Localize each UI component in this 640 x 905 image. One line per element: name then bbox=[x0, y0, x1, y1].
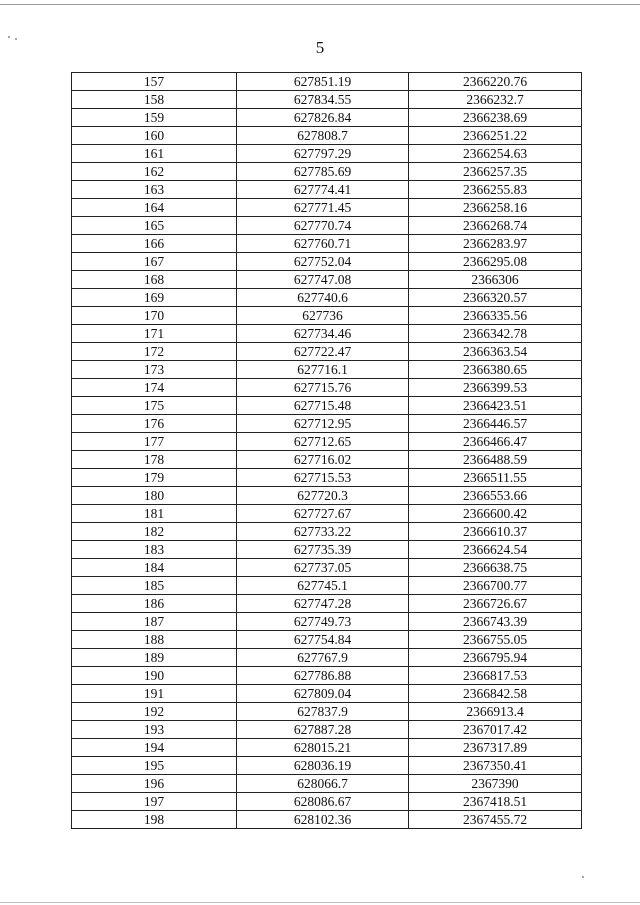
point-number-cell: 177 bbox=[72, 433, 237, 451]
y-coordinate-cell: 2366446.57 bbox=[409, 415, 582, 433]
point-number-cell: 180 bbox=[72, 487, 237, 505]
table-row bbox=[72, 451, 582, 469]
y-coordinate-cell: 2366238.69 bbox=[409, 109, 582, 127]
x-coordinate-cell: 627797.29 bbox=[237, 145, 409, 163]
y-coordinate-cell: 2366306 bbox=[409, 271, 582, 289]
table-row bbox=[72, 325, 582, 343]
table-row bbox=[72, 379, 582, 397]
y-coordinate-cell: 2367418.51 bbox=[409, 793, 582, 811]
table-row bbox=[72, 775, 582, 793]
point-number-cell: 171 bbox=[72, 325, 237, 343]
table-row bbox=[72, 793, 582, 811]
y-coordinate-cell: 2367350.41 bbox=[409, 757, 582, 775]
x-coordinate-cell: 627736 bbox=[237, 307, 409, 325]
y-coordinate-cell: 2366842.58 bbox=[409, 685, 582, 703]
x-coordinate-cell: 627760.71 bbox=[237, 235, 409, 253]
point-number-cell: 170 bbox=[72, 307, 237, 325]
point-number-cell: 183 bbox=[72, 541, 237, 559]
point-number-cell: 181 bbox=[72, 505, 237, 523]
point-number-cell: 185 bbox=[72, 577, 237, 595]
table-row bbox=[72, 289, 582, 307]
x-coordinate-cell: 627837.9 bbox=[237, 703, 409, 721]
y-coordinate-cell: 2367317.89 bbox=[409, 739, 582, 757]
table-row bbox=[72, 217, 582, 235]
y-coordinate-cell: 2366755.05 bbox=[409, 631, 582, 649]
y-coordinate-cell: 2367390 bbox=[409, 775, 582, 793]
table-row bbox=[72, 109, 582, 127]
point-number-cell: 164 bbox=[72, 199, 237, 217]
x-coordinate-cell: 627785.69 bbox=[237, 163, 409, 181]
table-row bbox=[72, 541, 582, 559]
point-number-cell: 191 bbox=[72, 685, 237, 703]
y-coordinate-cell: 2366268.74 bbox=[409, 217, 582, 235]
point-number-cell: 163 bbox=[72, 181, 237, 199]
x-coordinate-cell: 627715.53 bbox=[237, 469, 409, 487]
x-coordinate-cell: 627809.04 bbox=[237, 685, 409, 703]
x-coordinate-cell: 627735.39 bbox=[237, 541, 409, 559]
table-row bbox=[72, 235, 582, 253]
y-coordinate-cell: 2366257.35 bbox=[409, 163, 582, 181]
x-coordinate-cell: 627712.95 bbox=[237, 415, 409, 433]
y-coordinate-cell: 2366488.59 bbox=[409, 451, 582, 469]
point-number-cell: 194 bbox=[72, 739, 237, 757]
table-row bbox=[72, 577, 582, 595]
table-row bbox=[72, 253, 582, 271]
table-row bbox=[72, 739, 582, 757]
table-row bbox=[72, 523, 582, 541]
point-number-cell: 161 bbox=[72, 145, 237, 163]
table-row bbox=[72, 505, 582, 523]
x-coordinate-cell: 627716.02 bbox=[237, 451, 409, 469]
y-coordinate-cell: 2366399.53 bbox=[409, 379, 582, 397]
point-number-cell: 192 bbox=[72, 703, 237, 721]
x-coordinate-cell: 627834.55 bbox=[237, 91, 409, 109]
point-number-cell: 182 bbox=[72, 523, 237, 541]
scan-speck bbox=[582, 876, 584, 878]
point-number-cell: 157 bbox=[72, 73, 237, 91]
x-coordinate-cell: 627745.1 bbox=[237, 577, 409, 595]
point-number-cell: 197 bbox=[72, 793, 237, 811]
point-number-cell: 172 bbox=[72, 343, 237, 361]
y-coordinate-cell: 2366743.39 bbox=[409, 613, 582, 631]
table-row bbox=[72, 433, 582, 451]
x-coordinate-cell: 628015.21 bbox=[237, 739, 409, 757]
point-number-cell: 179 bbox=[72, 469, 237, 487]
y-coordinate-cell: 2366726.67 bbox=[409, 595, 582, 613]
table-row bbox=[72, 649, 582, 667]
point-number-cell: 159 bbox=[72, 109, 237, 127]
point-number-cell: 158 bbox=[72, 91, 237, 109]
point-number-cell: 196 bbox=[72, 775, 237, 793]
table-row bbox=[72, 595, 582, 613]
x-coordinate-cell: 627808.7 bbox=[237, 127, 409, 145]
table-row bbox=[72, 199, 582, 217]
point-number-cell: 193 bbox=[72, 721, 237, 739]
point-number-cell: 166 bbox=[72, 235, 237, 253]
point-number-cell: 173 bbox=[72, 361, 237, 379]
x-coordinate-cell: 627734.46 bbox=[237, 325, 409, 343]
x-coordinate-cell: 627749.73 bbox=[237, 613, 409, 631]
x-coordinate-cell: 627752.04 bbox=[237, 253, 409, 271]
table-row bbox=[72, 73, 582, 91]
x-coordinate-cell: 627851.19 bbox=[237, 73, 409, 91]
y-coordinate-cell: 2366466.47 bbox=[409, 433, 582, 451]
x-coordinate-cell: 627747.28 bbox=[237, 595, 409, 613]
table-row bbox=[72, 559, 582, 577]
x-coordinate-cell: 627733.22 bbox=[237, 523, 409, 541]
scan-edge-top bbox=[0, 4, 640, 5]
y-coordinate-cell: 2366913.4 bbox=[409, 703, 582, 721]
table-row bbox=[72, 181, 582, 199]
page-number: 5 bbox=[315, 38, 325, 57]
x-coordinate-cell: 627747.08 bbox=[237, 271, 409, 289]
x-coordinate-cell: 627712.65 bbox=[237, 433, 409, 451]
x-coordinate-cell: 627715.48 bbox=[237, 397, 409, 415]
table-row bbox=[72, 307, 582, 325]
y-coordinate-cell: 2366600.42 bbox=[409, 505, 582, 523]
x-coordinate-cell: 627727.67 bbox=[237, 505, 409, 523]
point-number-cell: 169 bbox=[72, 289, 237, 307]
y-coordinate-cell: 2366363.54 bbox=[409, 343, 582, 361]
x-coordinate-cell: 627786.88 bbox=[237, 667, 409, 685]
table-row bbox=[72, 271, 582, 289]
y-coordinate-cell: 2366610.37 bbox=[409, 523, 582, 541]
x-coordinate-cell: 627767.9 bbox=[237, 649, 409, 667]
x-coordinate-cell: 627774.41 bbox=[237, 181, 409, 199]
point-number-cell: 189 bbox=[72, 649, 237, 667]
y-coordinate-cell: 2366700.77 bbox=[409, 577, 582, 595]
table-row bbox=[72, 469, 582, 487]
point-number-cell: 186 bbox=[72, 595, 237, 613]
table-row bbox=[72, 487, 582, 505]
y-coordinate-cell: 2367017.42 bbox=[409, 721, 582, 739]
y-coordinate-cell: 2366254.63 bbox=[409, 145, 582, 163]
y-coordinate-cell: 2366423.51 bbox=[409, 397, 582, 415]
x-coordinate-cell: 628036.19 bbox=[237, 757, 409, 775]
coordinates-table bbox=[71, 72, 582, 829]
table-row bbox=[72, 667, 582, 685]
table-row bbox=[72, 685, 582, 703]
table-row bbox=[72, 415, 582, 433]
table-row bbox=[72, 343, 582, 361]
point-number-cell: 175 bbox=[72, 397, 237, 415]
y-coordinate-cell: 2366295.08 bbox=[409, 253, 582, 271]
point-number-cell: 162 bbox=[72, 163, 237, 181]
x-coordinate-cell: 627715.76 bbox=[237, 379, 409, 397]
x-coordinate-cell: 627771.45 bbox=[237, 199, 409, 217]
x-coordinate-cell: 628086.67 bbox=[237, 793, 409, 811]
x-coordinate-cell: 627722.47 bbox=[237, 343, 409, 361]
x-coordinate-cell: 628102.36 bbox=[237, 811, 409, 829]
x-coordinate-cell: 628066.7 bbox=[237, 775, 409, 793]
y-coordinate-cell: 2366795.94 bbox=[409, 649, 582, 667]
point-number-cell: 198 bbox=[72, 811, 237, 829]
y-coordinate-cell: 2366283.97 bbox=[409, 235, 582, 253]
y-coordinate-cell: 2367455.72 bbox=[409, 811, 582, 829]
table-row bbox=[72, 757, 582, 775]
x-coordinate-cell: 627754.84 bbox=[237, 631, 409, 649]
y-coordinate-cell: 2366335.56 bbox=[409, 307, 582, 325]
point-number-cell: 190 bbox=[72, 667, 237, 685]
table-row bbox=[72, 721, 582, 739]
table-row bbox=[72, 163, 582, 181]
y-coordinate-cell: 2366220.76 bbox=[409, 73, 582, 91]
table-row bbox=[72, 145, 582, 163]
point-number-cell: 167 bbox=[72, 253, 237, 271]
table-row bbox=[72, 361, 582, 379]
point-number-cell: 174 bbox=[72, 379, 237, 397]
point-number-cell: 168 bbox=[72, 271, 237, 289]
y-coordinate-cell: 2366255.83 bbox=[409, 181, 582, 199]
y-coordinate-cell: 2366342.78 bbox=[409, 325, 582, 343]
coordinates-table-body bbox=[72, 73, 582, 829]
x-coordinate-cell: 627826.84 bbox=[237, 109, 409, 127]
y-coordinate-cell: 2366232.7 bbox=[409, 91, 582, 109]
y-coordinate-cell: 2366817.53 bbox=[409, 667, 582, 685]
table-row bbox=[72, 397, 582, 415]
point-number-cell: 165 bbox=[72, 217, 237, 235]
x-coordinate-cell: 627720.3 bbox=[237, 487, 409, 505]
x-coordinate-cell: 627740.6 bbox=[237, 289, 409, 307]
y-coordinate-cell: 2366258.16 bbox=[409, 199, 582, 217]
y-coordinate-cell: 2366320.57 bbox=[409, 289, 582, 307]
table-row bbox=[72, 91, 582, 109]
y-coordinate-cell: 2366638.75 bbox=[409, 559, 582, 577]
y-coordinate-cell: 2366511.55 bbox=[409, 469, 582, 487]
y-coordinate-cell: 2366380.65 bbox=[409, 361, 582, 379]
point-number-cell: 195 bbox=[72, 757, 237, 775]
y-coordinate-cell: 2366251.22 bbox=[409, 127, 582, 145]
table-row bbox=[72, 613, 582, 631]
table-row bbox=[72, 811, 582, 829]
point-number-cell: 188 bbox=[72, 631, 237, 649]
point-number-cell: 176 bbox=[72, 415, 237, 433]
y-coordinate-cell: 2366553.66 bbox=[409, 487, 582, 505]
point-number-cell: 178 bbox=[72, 451, 237, 469]
scan-edge-bottom bbox=[0, 902, 640, 903]
point-number-cell: 184 bbox=[72, 559, 237, 577]
table-row bbox=[72, 127, 582, 145]
x-coordinate-cell: 627716.1 bbox=[237, 361, 409, 379]
table-row bbox=[72, 703, 582, 721]
point-number-cell: 187 bbox=[72, 613, 237, 631]
x-coordinate-cell: 627737.05 bbox=[237, 559, 409, 577]
x-coordinate-cell: 627887.28 bbox=[237, 721, 409, 739]
y-coordinate-cell: 2366624.54 bbox=[409, 541, 582, 559]
x-coordinate-cell: 627770.74 bbox=[237, 217, 409, 235]
point-number-cell: 160 bbox=[72, 127, 237, 145]
table-row bbox=[72, 631, 582, 649]
